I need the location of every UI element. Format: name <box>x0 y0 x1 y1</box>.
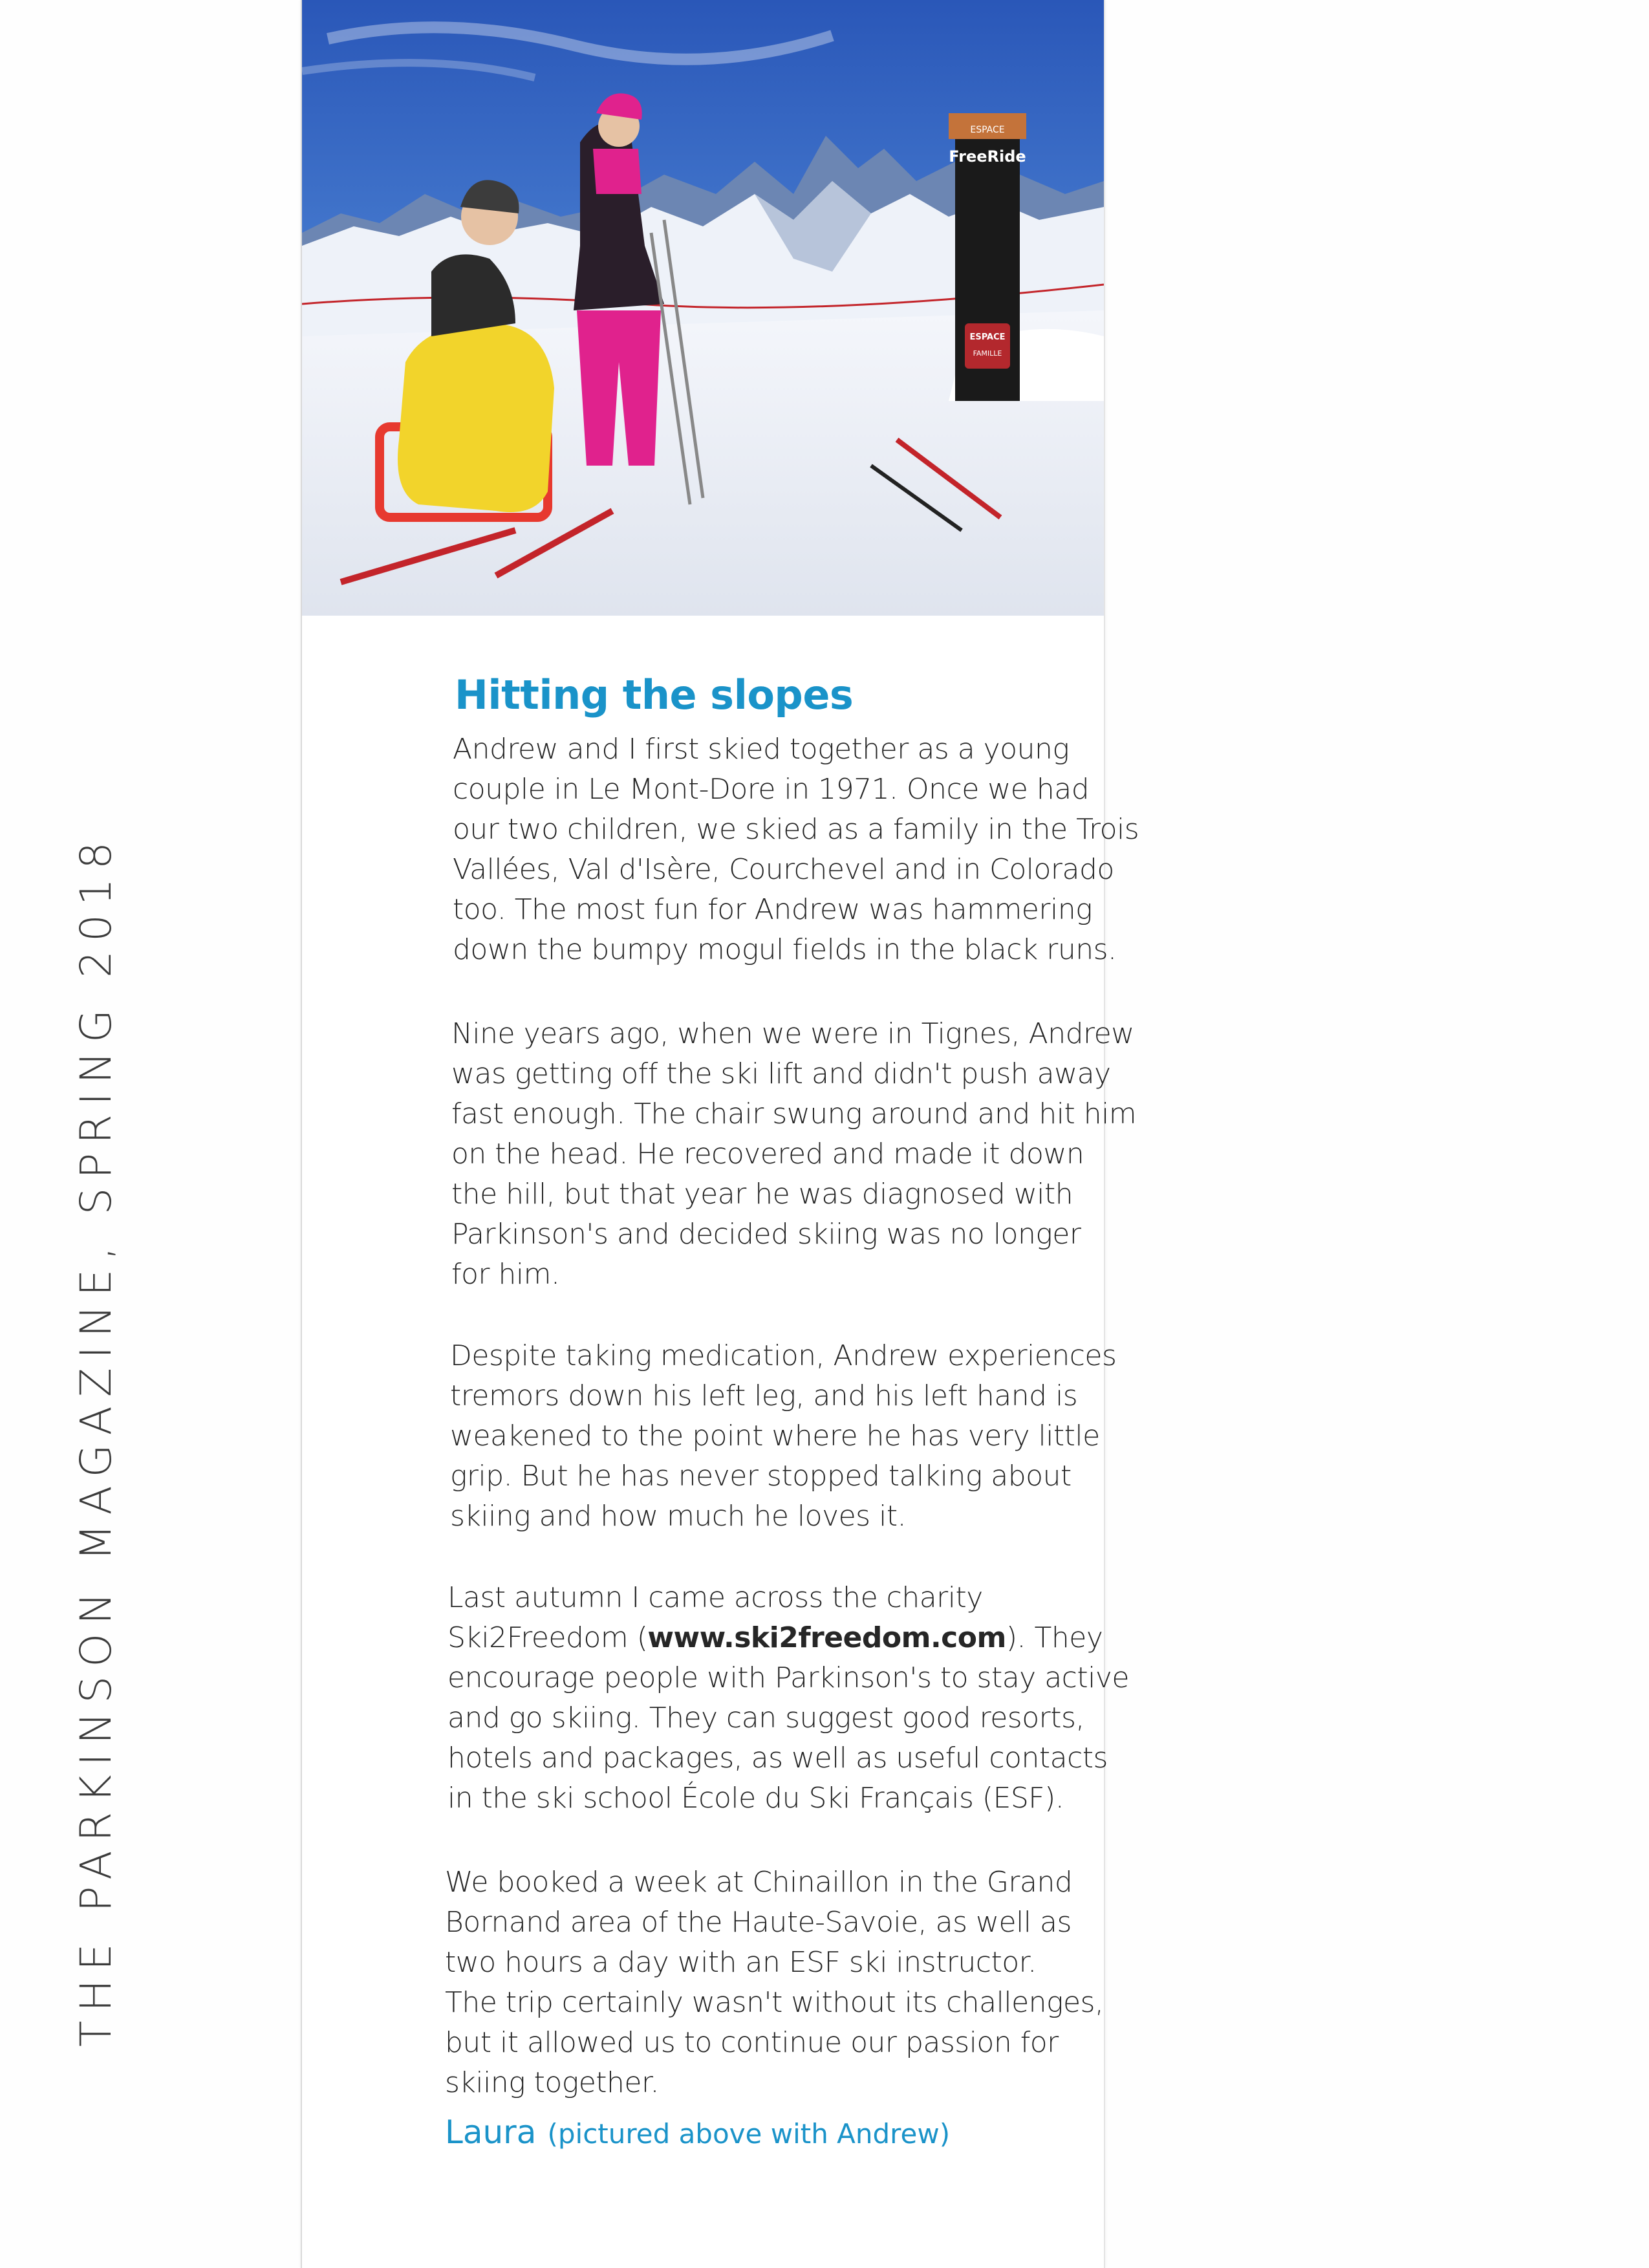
charity-url: www.ski2freedom.com <box>647 1621 1006 1654</box>
article-paragraph-2 <box>451 1014 1136 1295</box>
article-signature <box>445 2113 950 2151</box>
article-paragraph-3 <box>450 1336 1116 1537</box>
article-paragraph-5 <box>445 1863 1103 2103</box>
text-line: down the bumpy mogul fields in the black runs. <box>453 933 1117 966</box>
text-line: for him. <box>451 1258 560 1291</box>
text-line: skiing together. <box>445 2066 660 2099</box>
text-line: encourage people with Parkinson's to stay active <box>447 1661 1129 1694</box>
text-line: our two children, we skied as a family in the Trois <box>453 813 1139 846</box>
sign-top-text: ESPACE <box>970 125 1005 135</box>
text-line: two hours a day with an ESF ski instructor. <box>445 1946 1037 1979</box>
text-line: Vallées, Val d'Isère, Courchevel and in Colorado <box>453 853 1114 886</box>
sign-bottom-text: ESPACE <box>969 332 1006 342</box>
text-line: Bornand area of the Haute-Savoie, as well as <box>445 1906 1072 1939</box>
text-line: hotels and packages, as well as useful contacts <box>447 1742 1108 1775</box>
text-line: tremors down his left leg, and his left hand is <box>450 1379 1078 1412</box>
sign-bottom-sub-text: FAMILLE <box>973 349 1002 358</box>
text-line: grip. But he has never stopped talking about <box>450 1460 1072 1493</box>
text-line: Ski2Freedom (www.ski2freedom.com). They <box>447 1621 1103 1654</box>
text-line: Andrew and I first skied together as a young <box>453 733 1070 766</box>
article-paragraph-1 <box>453 729 1139 970</box>
text-line: on the head. He recovered and made it down <box>451 1138 1084 1171</box>
text-line: was getting off the ski lift and didn't push away <box>451 1057 1111 1090</box>
text-line: Parkinson's and decided skiing was no longer <box>451 1218 1081 1251</box>
handwritten-annotation <box>71 721 200 2073</box>
text-line: in the ski school École du Ski Français (ESF). <box>447 1782 1064 1815</box>
text-line: too. The most fun for Andrew was hammering <box>453 893 1092 926</box>
ski-photo <box>302 0 1104 618</box>
article-title: Hitting the slopes <box>455 671 854 718</box>
text-line: The trip certainly wasn't without its challenges, <box>445 1986 1104 2019</box>
signature-name: Laura <box>445 2113 537 2151</box>
page-tear <box>302 616 1104 627</box>
text-line: fast enough. The chair swung around and hit him <box>451 1097 1137 1130</box>
text-line: Last autumn I came across the charity <box>447 1581 983 1614</box>
article-paragraph-4 <box>447 1578 1129 1819</box>
text-line: We booked a week at Chinaillon in the Grand <box>445 1866 1073 1899</box>
text-line: weakened to the point where he has very little <box>450 1420 1100 1453</box>
sign-name-text: FreeRide <box>949 147 1026 166</box>
text-line: but it allowed us to continue our passion for <box>445 2026 1059 2059</box>
text-line: and go skiing. They can suggest good resorts, <box>447 1701 1084 1734</box>
signature-caption: (pictured above with Andrew) <box>547 2118 951 2150</box>
text-line: Nine years ago, when we were in Tignes, Andrew <box>451 1017 1134 1050</box>
text-line: the hill, but that year he was diagnosed with <box>451 1178 1073 1211</box>
text-line: skiing and how much he loves it. <box>450 1500 907 1533</box>
text-line: Despite taking medication, Andrew experiences <box>450 1339 1117 1372</box>
handwritten-text: THE PARKINSON MAGAZINE, SPRING 2018 <box>71 833 121 2047</box>
text-line: couple in Le Mont-Dore in 1971. Once we had <box>453 773 1090 806</box>
